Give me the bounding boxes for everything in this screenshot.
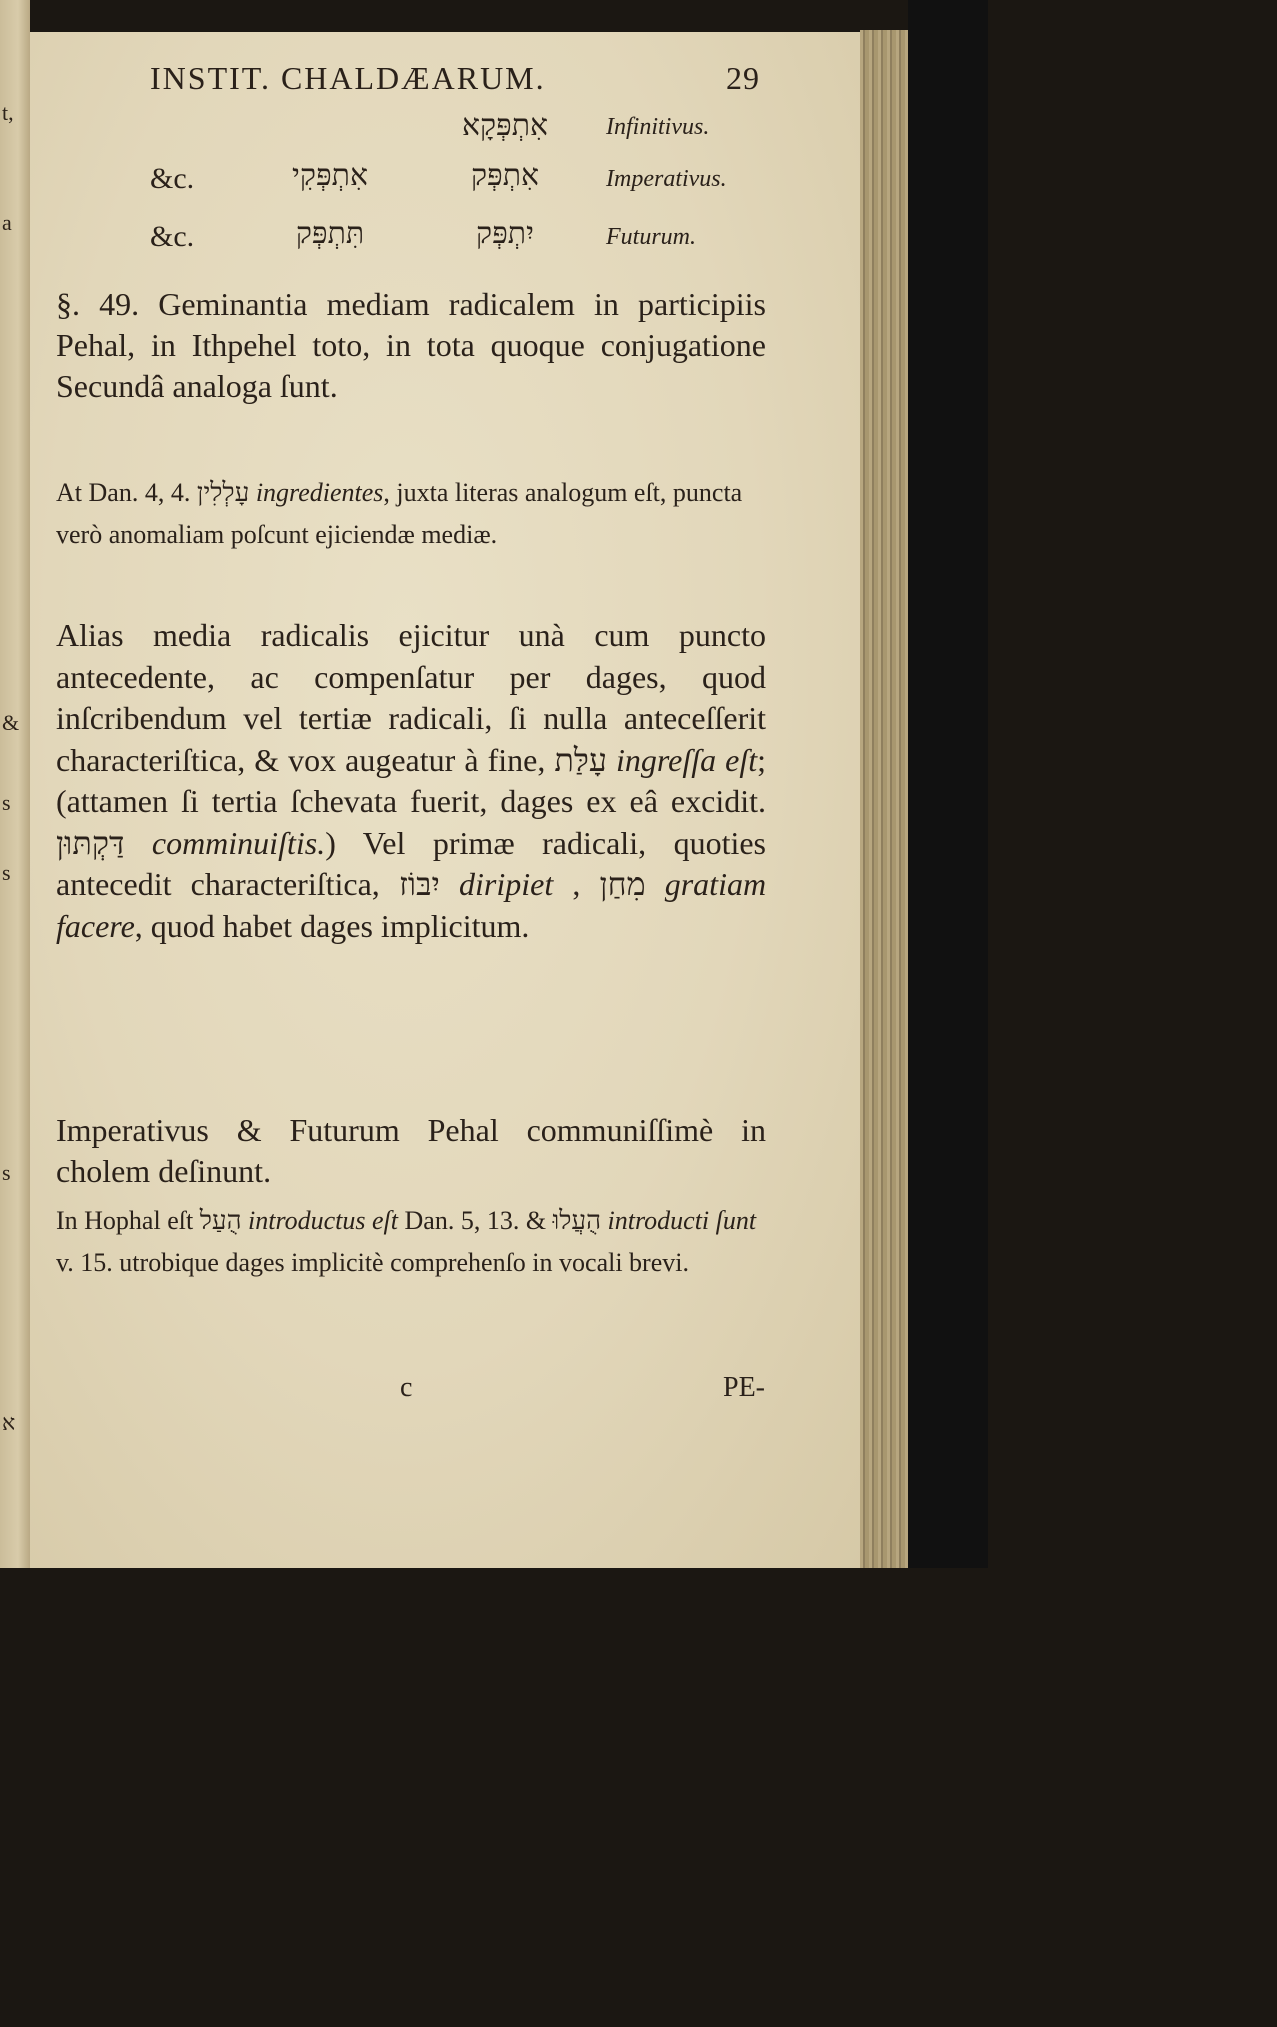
latin-gloss: diripiet — [459, 866, 554, 902]
dan-lead: At Dan. 4, 4. — [56, 478, 191, 507]
hebrew-word: עָלַּת — [554, 740, 607, 779]
catchword: PE- — [723, 1372, 765, 1403]
margin-fragment: t, — [2, 100, 14, 125]
hophal-text: v. 15. utrobique dages implicitè comprehenſo in vocali brevi. — [56, 1248, 689, 1277]
alias-text: , quod habet dages implicitum. — [134, 907, 530, 944]
latin-gloss: introductus eſt — [248, 1206, 399, 1235]
hebrew-word: הֻעֲלוּ — [552, 1206, 602, 1236]
imperativus-paragraph: Imperativus & Futurum Pehal communiſſimè in cholem deſinunt. — [56, 1112, 766, 1189]
running-header — [150, 58, 760, 98]
book-binding — [860, 30, 908, 1568]
margin-fragment: א — [2, 1410, 16, 1435]
hophal-paragraph — [56, 1200, 771, 1284]
hebrew-form: אִתְפְּקִי — [292, 158, 368, 193]
hebrew-form: יִתְפְּק — [476, 216, 534, 251]
hebrew-word: הֻעַל — [199, 1206, 242, 1236]
latin-gloss: ingredientes — [255, 478, 384, 507]
section-text: Geminantia mediam radicalem in participiis Pehal, in Ithpehel toto, in tota quoque conjugatione Secundâ analoga ſunt. — [56, 286, 767, 404]
hebrew-word: דַּקְתּוּן — [56, 823, 125, 862]
paradigm-label: Infinitivus. — [606, 114, 710, 140]
dan-paragraph — [56, 472, 766, 556]
hebrew-word: מִחַן — [599, 865, 646, 903]
alias-text: Alias media radicalis ejicitur unà cum puncto antecedente, ac compenſatur per dages, quod inſcribendum vel tertiæ radicali, ſi nulla anteceſſerit characteriſtica, & vox augeatur à fine, — [56, 617, 766, 778]
hophal-text: In Hophal eſt — [56, 1206, 194, 1235]
alias-text: ; (attamen ſi tertia ſchevata fuerit, dages ex eâ excidit. — [56, 741, 767, 819]
paradigm-label: Imperativus. — [606, 166, 727, 192]
section-mark: §. 49. — [56, 286, 140, 322]
alias-paragraph — [56, 615, 766, 947]
hebrew-form: תִּתְפְּק — [295, 216, 365, 251]
hebrew-form: אִתְפְּק — [470, 158, 540, 193]
margin-fragment: s — [2, 790, 11, 815]
etc-mark: &c. — [150, 220, 195, 253]
margin-fragment: & — [2, 710, 20, 735]
margin-fragment: s — [2, 860, 11, 885]
page-stack-edge — [0, 0, 30, 1568]
running-title: INSTIT. CHALDÆARUM. — [150, 59, 546, 96]
page-number: 29 — [726, 59, 760, 96]
section-49-paragraph — [56, 284, 766, 407]
signature-mark: c — [400, 1372, 413, 1403]
dark-background — [908, 0, 988, 1568]
hebrew-form: אִתְפְּקָא — [461, 108, 549, 143]
margin-fragment: s — [2, 1160, 11, 1185]
margin-fragment: a — [2, 210, 12, 235]
latin-gloss: ingreſſa eſt — [615, 741, 758, 778]
paradigm-label: Futurum. — [606, 224, 696, 250]
latin-gloss: introducti ſunt — [607, 1206, 757, 1235]
page-footer — [400, 1372, 765, 1412]
dan-rest: , juxta literas analogum eſt, puncta verò anomaliam poſcunt ejiciendæ mediæ. — [56, 478, 743, 549]
alias-text: ) Vel primæ radicali, quoties antecedit characteriſtica, — [56, 824, 767, 902]
etc-mark: &c. — [150, 162, 195, 195]
hebrew-word: יִבּוֹז — [398, 865, 440, 903]
latin-gloss: comminuiſtis. — [151, 824, 326, 861]
hebrew-word: עָלְלִין — [196, 478, 250, 508]
hophal-text: Dan. 5, 13. & — [404, 1206, 547, 1235]
latin-gloss: gratiam facere — [56, 866, 767, 944]
book-page — [30, 32, 860, 1568]
alias-text: , — [572, 866, 581, 902]
